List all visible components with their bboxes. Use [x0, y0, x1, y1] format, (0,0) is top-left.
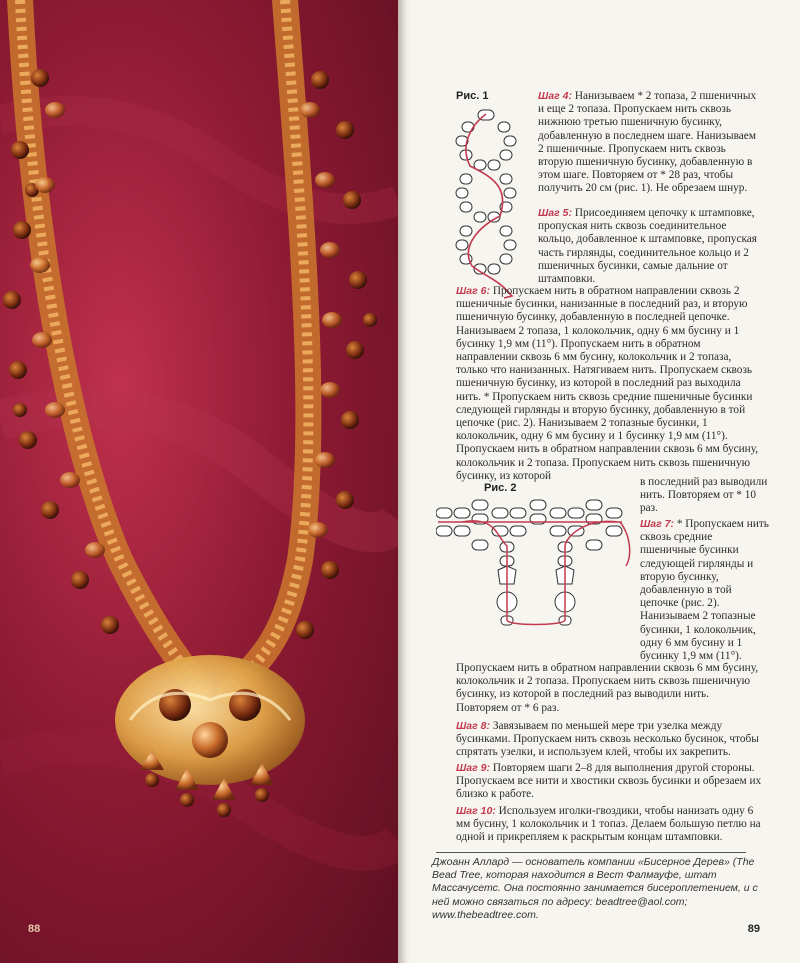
step7-text: Шаг 7: * Пропускаем нить сквозь средние пшеничные бусинки следующей гирлянды и вторую бусинку, добавленную в той цепочке (рис. 2). Нанизываем 2 топазные бусинки, 1 колокольчик, одну 6 мм бусину и 1 бусинку 1,9 мм (11°).	[640, 518, 769, 663]
step9-text: Шаг 9: Повторяем шаги 2–8 для выполнения другой стороны. Пропускаем все нити и хвостики сквозь бусинки и обрезаем их близко к работе.	[456, 762, 762, 801]
page-number-right: 89	[747, 923, 760, 935]
step6-text: Шаг 6: Пропускаем нить в обратном направлении сквозь 2 пшеничные бусинки, нанизанные в последний раз, и вторую пшеничную бусинку, добавленную в последней цепочке. Нанизываем 2 топаза, 1 колокольчик, одну 6 мм бусину и 1 бусинку 1,9 мм (11°). Пропускаем нить в обратном направлении сквозь 6 мм бусину, колокольчик и 2 топаза, только что нанизанных. Натягиваем нить. Пропускаем сквозь пшеничную бусинку, из которой в последний раз выходила нить. * Пропускаем нить сквозь средние пшеничные бусинки следующей гирлянды и вторую бусинку, добавленную в той цепочке (рис. 2). Нанизываем 2 топазные бусинки, 1 колокольчик, одну 6 мм бусину и 1 бусинку 1,9 мм (11°). Пропускаем нить в обратном направлении сквозь 6 мм бусину, колокольчик и 2 топаза. Пропускаем нить сквозь пшеничную бусинку, из которой	[456, 285, 759, 482]
author-bio: Джоанн Аллард — основатель компании «Бисерное Дерев» (The Bead Tree, которая находится в Вест Фалмауфе, штат Массачусетс. Она постоянно занимается бисероплетением, и с ней можно связаться по адресу: beadtree@aol.com; www.thebeadtree.com.	[432, 856, 758, 921]
author-divider	[436, 852, 746, 853]
fig2-diagram	[436, 496, 636, 646]
necklace-illustration	[0, 0, 398, 963]
step4-text: Шаг 4: Нанизываем * 2 топаза, 2 пшеничных и еще 2 топаза. Пропускаем нить сквозь нижнюю третью пшеничную бусинку, добавленную в последнем шаге. Нанизываем 2 пшеничные. Пропускаем нить сквозь вторую пшеничную бусинку, добавленную в этом шаге. Повторяем от * 28 раз, чтобы получить 20 см (рис. 1). Не обрезаем шнур.	[538, 90, 757, 195]
fig1-diagram	[450, 106, 525, 301]
page-number-left: 88	[28, 923, 41, 935]
fig1-label: Рис. 1	[456, 90, 489, 102]
step10-text: Шаг 10: Используем иголки-гвоздики, чтобы нанизать одну 6 мм бусину, 1 колокольчик и 1 топаз. Делаем большую петлю на одной и прикрепляем к раскрытым концам штамповки.	[456, 805, 761, 844]
step5-text: Шаг 5: Присоединяем цепочку к штамповке, пропуская нить сквозь соединительное кольцо, добавленное к штамповке, пропуская часть гирлянды, соединительное кольцо и 2 пшеничных бусинки, самые дальние от штамповки.	[538, 207, 757, 286]
step8-text: Шаг 8: Завязываем по меньшей мере три узелка между бусинками. Пропускаем нить сквозь несколько бусинок, чтобы спрятать узелки, и используем клей, чтобы их закрепить.	[456, 720, 759, 759]
step7-tail: Пропускаем нить в обратном направлении сквозь 6 мм бусину, колокольчик и 2 топаза. Пропускаем нить сквозь пшеничную бусинку, из которой в последний раз выводили нить. Повторяем от * 6 раз.	[456, 662, 759, 714]
fig2-label: Рис. 2	[484, 482, 517, 494]
necklace-photo	[0, 0, 398, 963]
step6-tail: в последний раз выводили нить. Повторяем от * 10 раз.	[640, 476, 768, 515]
book-gutter	[398, 0, 410, 963]
